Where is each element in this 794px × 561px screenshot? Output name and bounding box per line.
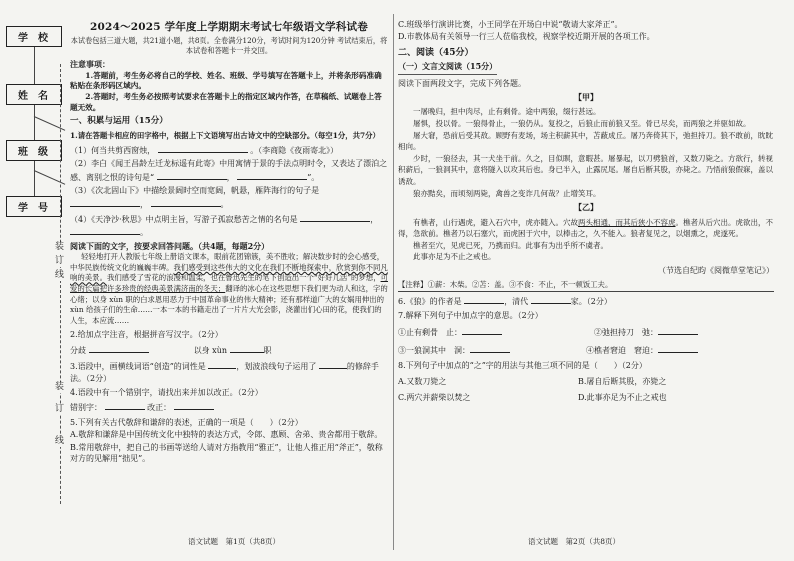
school-box: 学校 (6, 26, 62, 47)
passage-jia-paragraph: 屠大窘，恐前后受其敌。顾野有麦场，场主积薪其中，苫蔽成丘。屠乃奔倚其下，弛担持刀。狼不敢前，眈眈相向。 (398, 130, 773, 152)
question-text: 错别字： (70, 403, 102, 413)
seal-char: 订 (55, 404, 65, 414)
exam-title: 2024～2025 学年度上学期期末考试七年级语文学科试卷 (90, 21, 368, 33)
answer-blank[interactable] (658, 325, 698, 335)
seal-char: 线 (55, 270, 65, 280)
seal-char: 订 (55, 256, 65, 266)
answer-blank[interactable] (70, 197, 140, 207)
answer-blank[interactable] (158, 143, 248, 153)
question-7: 7.解释下列句子中加点字的意思。（2分） (398, 311, 543, 321)
question-text: （1）何当共剪西窗烛， (70, 146, 156, 155)
question-1-2 (70, 158, 388, 183)
passage-jia-paragraph: 少时，一狼径去，其一犬坐于前。久之，目似瞑，意暇甚。屠暴起，以刀劈狼首，又数刀毙之。方欲行，转视积薪后，一狼洞其中，意将隧入以攻其后也。身已半入，止露尻尾。屠自后断其股，亦毙之。乃悟前狼假寐，盖以诱敌。 (398, 153, 773, 186)
question-text: 职 (263, 345, 272, 355)
reading-instructions: 阅读下面两段文字，完成下列各题。 (398, 78, 526, 88)
notice-item: 2.答题时，考生务必按照考试要求在答题卡上的指定区域内作答，在草稿纸、试题卷上答题无效。 (70, 92, 382, 112)
class-box: 班级 (6, 140, 62, 161)
subsection-heading: （一）文言文阅读（15分） (398, 61, 497, 74)
option-d: D.市教体局有关领导一行三人莅临我校，视察学校近期开展的各项工作。 (398, 32, 655, 42)
question-text: 6.《狼》的作者是 (398, 296, 462, 306)
option-a: A.敬辞和谦辞是中国传统文化中独特的表达方式，令郎、惠顾、舍弟、贵舍都用于敬辞。 (70, 430, 383, 440)
reading-instructions: 阅读下面的文字，按要求回答问题。（共4题，每题2分） (70, 240, 270, 251)
passage-jia-paragraph: 一屠晚归，担中肉尽，止有剩骨。途中两狼，缀行甚远。 (413, 107, 601, 117)
question-text: 以身 xùn (193, 345, 227, 355)
question-8-row (398, 392, 728, 403)
question-2: 2.给加点字注音，根据拼音写汉字。（2分） (70, 330, 223, 340)
answer-blank[interactable] (105, 400, 145, 410)
number-box: 学号 (6, 196, 62, 217)
column-divider (393, 14, 394, 550)
binding-divider (34, 161, 35, 196)
question-7-row (398, 325, 698, 338)
answer-blank[interactable] (464, 294, 504, 304)
question-text: 的修辞手法。（2分） (70, 362, 379, 383)
passage-yi-label: 【乙】 (574, 202, 598, 213)
question-text: 。 (140, 228, 148, 238)
question-text: 。 (220, 199, 229, 209)
question-5: 5.下列有关古代敬辞和谦辞的表述，正确的一项是（ ）（2分） (70, 417, 303, 427)
passage-source: （节选自纪昀《阅微草堂笔记》） (658, 265, 774, 275)
answer-blank[interactable] (89, 343, 149, 353)
passage-jia-paragraph: 狼亦黠矣，而顷刻两毙，禽兽之变诈几何哉？止增笑耳。 (413, 188, 601, 198)
answer-blank[interactable] (157, 170, 227, 180)
question-1: 1.请在答题卡相应的田字格中，根据上下文语境写出古诗文中的空缺部分。（每空1分，共7分） (70, 130, 380, 140)
question-4-answers (70, 400, 388, 413)
passage-yi-paragraph: 此事亦足为不止之戒也。 (413, 252, 496, 262)
answer-blank[interactable] (300, 212, 370, 222)
answer-blank[interactable] (230, 343, 264, 353)
answer-blank[interactable] (658, 343, 698, 353)
passage-underlined: 两头相通，而其后狭小不容虎 (578, 217, 676, 227)
name-box: 姓名 (6, 84, 62, 105)
page-right (398, 18, 774, 404)
question-2-answers (70, 343, 388, 356)
answer-blank[interactable] (531, 294, 571, 304)
question-text: 家。（2分） (570, 296, 612, 306)
option-a: A.又数刀毙之 (398, 376, 447, 386)
question-text: ， (370, 215, 379, 225)
answer-blank[interactable] (174, 400, 214, 410)
question-4: 4.语段中有一个错别字，请找出来并加以改正。（2分） (70, 388, 263, 398)
page-left (70, 18, 388, 465)
question-text: ，清代 (504, 296, 529, 306)
question-text: ②弛担持刀 弛： (594, 327, 658, 337)
section-heading: 二、阅读（45分） (398, 47, 474, 58)
answer-blank[interactable] (151, 197, 221, 207)
annotation: 【注释】①薪：木柴。②苫：盖。③不食：不止，不一顿饭工夫。 (398, 279, 774, 291)
passage-text: 有樵者，山行遇虎，避入石穴中，虎亦随入。穴故 (413, 217, 578, 227)
question-text: 3.语段中，画横线词语“创造”的词性是 (70, 362, 206, 372)
answer-blank[interactable] (319, 359, 347, 369)
notice-title: 注意事项： (70, 59, 110, 70)
seal-char: 装 (55, 382, 65, 392)
passage-text: 轻轻地打开人教版七年级上册语文课本，眼前花团锦簇，美不胜收；解决数步时的会心感受，中华民族传统文化的巍巍丰碑。 (70, 252, 385, 272)
page-footer-right: 语文试题 第2页（共8页） (528, 537, 621, 546)
answer-blank[interactable] (208, 359, 236, 369)
question-text: （4）《天净沙·秋思》中点明主旨，写游子孤寂愁苦之情的名句是 (70, 215, 298, 225)
question-text: ”。 (307, 172, 320, 182)
question-text: 改正： (147, 403, 172, 413)
question-1-3 (70, 185, 388, 210)
passage-yi-paragraph: 樵者至穴，见虎已死，乃携而归。此事有为出乎所不虞者。 (413, 240, 608, 250)
passage-text: 。樵者从后穴出。虎欲出，不得，急欲前。樵者乃以石塞穴，而虎困于穴中，以棒击之，久不能入。狼者复见之，以烟熏之，虎遂死。 (398, 217, 773, 239)
seal-char: 装 (55, 242, 65, 252)
passage-text: 我们感受了雪花的浪漫和温柔，也在鲁迅先生的笔下创造出一个“好好儿活”的梦想， (106, 273, 381, 283)
option-d: D.此事亦足为不止之戒也 (578, 393, 667, 403)
answer-blank[interactable] (237, 170, 307, 180)
question-text: ，划波浪线句子运用了 (236, 362, 317, 372)
passage-jia-paragraph: 屠惧，投以骨。一狼得骨止，一狼仍从。复投之，后狼止而前狼又至。骨已尽矣，而两狼之并驱如故。 (413, 119, 751, 129)
question-text: ， (140, 199, 148, 209)
passage-yi-paragraph (398, 217, 774, 240)
question-text: ④樵者窘迫 窘迫： (586, 346, 658, 355)
question-text: 分歧 (70, 345, 86, 355)
question-text: ①止有剩骨 止： (398, 327, 462, 337)
answer-blank[interactable] (462, 325, 502, 335)
section-heading: 一、积累与运用（15分） (70, 116, 168, 127)
binding-divider (34, 105, 35, 140)
question-8: 8.下列句子中加点的“之”字的用法与其他三项不同的是（ ）（2分） (398, 361, 647, 371)
passage-text: 翻译的冰心在这些思想下我们更为动人和这，字的心绪；以身 xùn 职的白求恩用恶力于中国革命事业的伟大精神；还有那样道广大的女娲用伸出的 xùn 给孩子们的生命……一本一本的书籍走出了一片片大光会影，浇灌出们心田的花，使我们的人生，本应流…… (70, 284, 388, 325)
option-c: C.两穴并薪柴以焚之 (398, 393, 471, 403)
question-1-4 (70, 212, 388, 239)
option-b: B.屠自后断其股，亦毙之 (578, 376, 667, 386)
question-text: ③一狼洞其中 洞： (398, 346, 470, 355)
reading-passage (70, 252, 388, 326)
passage-jia-label: 【甲】 (574, 92, 598, 103)
question-6 (398, 294, 774, 307)
option-b: B.常用敬辞中，把自己的书画等送给人请对方指教用“雅正”，让他人推正用“斧正”，敬称对方的见解用“拙见”。 (70, 442, 383, 464)
answer-blank[interactable] (70, 225, 140, 235)
passage-wavy-sentence: 我们感受到这些伟大的文化在我们不断地探索中，欣赏到你不同凡响的美景。 (70, 262, 388, 283)
question-7-row (398, 343, 698, 356)
seal-char: 线 (55, 436, 65, 446)
exam-info: 本试卷包括三道大题，共21道小题，共8页。全卷满分120分，考试时间为120分钟 考试结束后，将本试卷和答题卡一并交回。 (70, 36, 388, 56)
question-1-1 (70, 143, 388, 156)
passage-underlined: 可爱的长篇把许多珍贵的经典美景满济南的冬天； (70, 273, 388, 294)
question-text: （3）《次北固山下》中描绘景阔时空而宽阔，帆悬，雁阵海行的句子是 (70, 186, 320, 196)
option-c: C.班级举行演讲比赛，小王同学在开场白中说“敬请大家斧正”。 (398, 20, 623, 29)
answer-blank[interactable] (470, 343, 510, 353)
binding-divider (34, 47, 35, 84)
question-text: ， (226, 172, 235, 182)
question-8-row (398, 376, 728, 387)
question-text: （2）李白《闻王昌龄左迁龙标遥有此寄》中用寓情于景的手法点明时令，又表达了漂泊之感、离别之恨的诗句是“ (70, 159, 388, 182)
question-text: 。（李商隐《夜雨寄北》） (250, 146, 339, 155)
page-footer-left: 语文试题 第1页（共8页） (188, 537, 281, 546)
notice-item: 1.答题前，考生务必将自己的学校、姓名、班级、学号填写在答题卡上，并将条形码准确粘贴在条形码区域内。 (70, 70, 382, 91)
question-3 (70, 359, 388, 384)
